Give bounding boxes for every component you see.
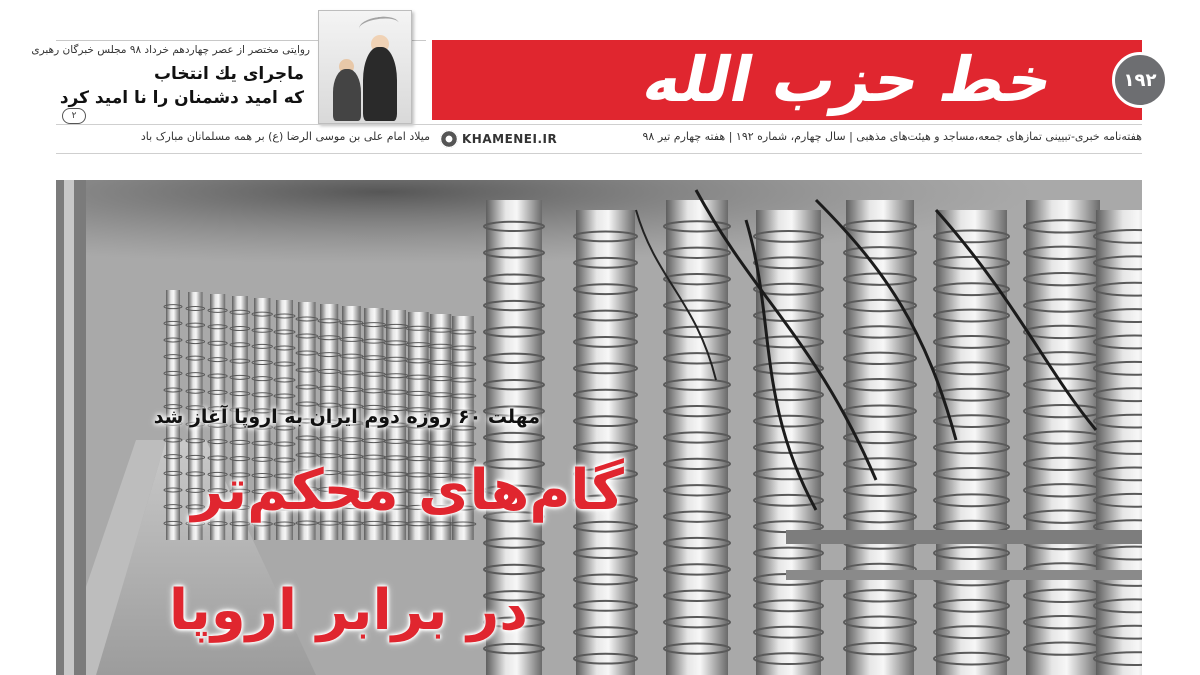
figure-body bbox=[333, 69, 361, 121]
figure-body bbox=[363, 47, 397, 121]
book-cover-image[interactable] bbox=[318, 10, 412, 124]
page-reference-badge: ۲ bbox=[62, 108, 86, 124]
khamenei-ir-logo[interactable] bbox=[440, 129, 557, 149]
teaser-title-line2[interactable]: كه امید دشمنان را نا امید كرد bbox=[59, 88, 304, 108]
site-name: KHAMENEI.IR bbox=[462, 132, 558, 146]
main-headline-line1[interactable]: گام‌های محكم‌تر bbox=[191, 458, 624, 523]
teaser-kicker: روایتی مختصر از عصر چهاردهم خرداد ۹۸ مجلس خبرگان رهبری bbox=[31, 44, 310, 56]
masthead-logo: خط حزب الله bbox=[637, 43, 1060, 116]
teaser-title-line1[interactable]: ماجرای یك انتخاب bbox=[153, 64, 304, 84]
issue-number-badge: ۱۹۲ bbox=[1112, 52, 1168, 108]
masthead-banner bbox=[432, 40, 1142, 120]
centrifuge-cylinder bbox=[1026, 200, 1100, 675]
publication-info: هفته‌نامه خبری-تبیینی تمازهای جمعه،مساجد و هیئت‌های مذهبی | سال چهارم، شماره ۱۹۲ | هفته چهارم تیر ۹۸ bbox=[642, 130, 1142, 143]
congratulation-note: میلاد امام علی بن موسی الرضا (ع) بر همه مسلمانان مبارک باد bbox=[140, 130, 430, 143]
rosette-icon bbox=[440, 130, 458, 148]
main-headline-line2[interactable]: در برابر اروپا bbox=[168, 578, 528, 643]
headline-deck[interactable]: مهلت ۶۰ روزه دوم ایران به اروپا آغاز شد bbox=[153, 406, 540, 428]
centrifuge-cylinder bbox=[666, 200, 728, 675]
